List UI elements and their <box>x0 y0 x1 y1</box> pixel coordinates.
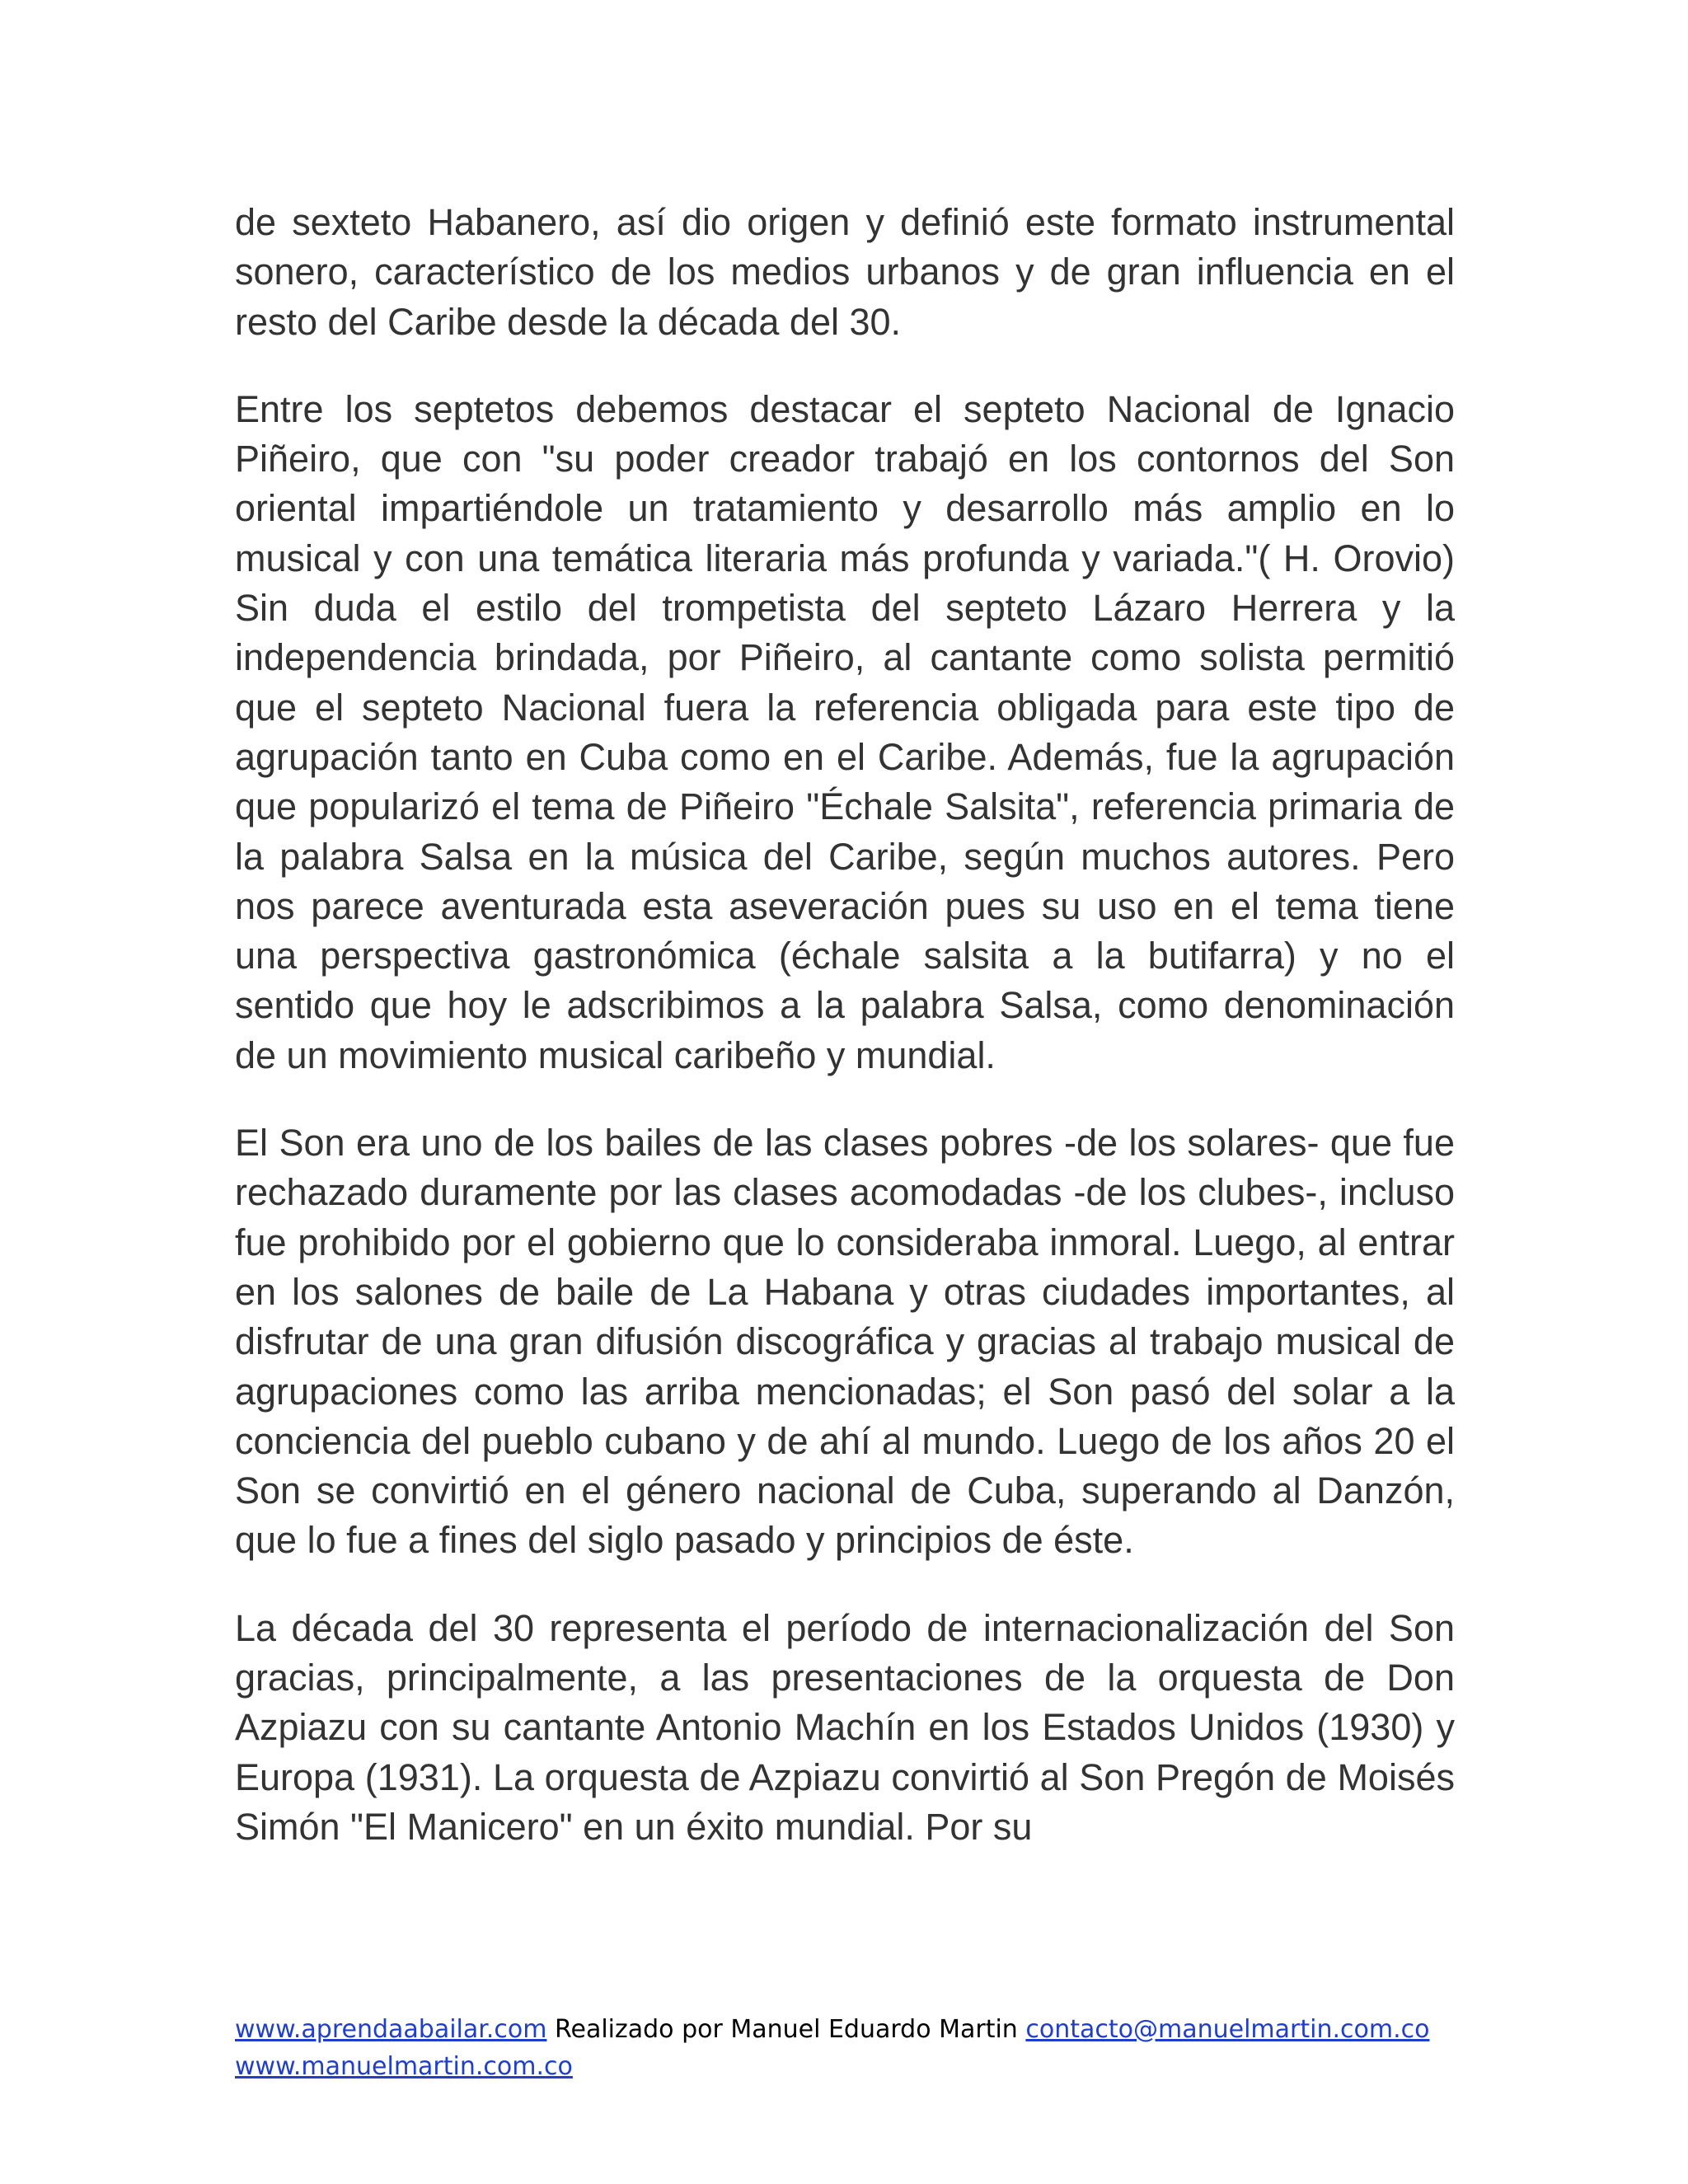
footer-credit: Realizado por Manuel Eduardo Martin <box>555 2015 1018 2044</box>
paragraph-4: La década del 30 representa el período de internacionalización del Son gracias, principalmente, a las presentaciones de la orquesta de Don Azpiazu con su cantante Antonio Machín en los Estados Unidos (1930) y Europa (1931). La orquesta de Azpiazu convirtió al Son Pregón de Moisés Simón "El Manicero" en un éxito mundial. Por su <box>235 1606 1455 1848</box>
aprendaabailar-link[interactable]: www.aprendaabailar.com <box>235 2015 547 2044</box>
contact-email-link[interactable]: contacto@manuelmartin.com.co <box>1025 2015 1430 2044</box>
footer-line-1 <box>235 2011 1471 2048</box>
document-body <box>235 198 1455 1852</box>
page-footer <box>235 2011 1471 2085</box>
paragraph-1: de sexteto Habanero, así dio origen y definió este formato instrumental sonero, característico de los medios urbanos y de gran influencia en el resto del Caribe desde la década del 30. <box>235 201 1455 343</box>
paragraph-2: Entre los septetos debemos destacar el septeto Nacional de Ignacio Piñeiro, que con "su poder creador trabajó en los contornos del Son oriental impartiéndole un tratamiento y desarrollo más amplio en lo musical y con una temática literaria más profunda y variada."( H. Orovio) Sin duda el estilo del trompetista del septeto Lázaro Herrera y la independencia brindada, por Piñeiro, al cantante como solista permitió que el septeto Nacional fuera la referencia obligada para este tipo de agrupación tanto en Cuba como en el Caribe. Además, fue la agrupación que popularizó el tema de Piñeiro "Échale Salsita", referencia primaria de la palabra Salsa en la música del Caribe, según muchos autores. Pero nos parece aventurada esta aseveración pues su uso en el tema tiene una perspectiva gastronómica (échale salsita a la butifarra) y no el sentido que hoy le adscribimos a la palabra Salsa, como denominación de un movimiento musical caribeño y mundial. <box>235 387 1455 1076</box>
footer-line-2 <box>235 2048 1471 2085</box>
manuelmartin-link[interactable]: www.manuelmartin.com.co <box>235 2052 573 2081</box>
paragraph-3: El Son era uno de los bailes de las clases pobres -de los solares- que fue rechazado duramente por las clases acomodadas -de los clubes-, incluso fue prohibido por el gobierno que lo consideraba inmoral. Luego, al entrar en los salones de baile de La Habana y otras ciudades importantes, al disfrutar de una gran difusión discográfica y gracias al trabajo musical de agrupaciones como las arriba mencionadas; el Son pasó del solar a la conciencia del pueblo cubano y de ahí al mundo. Luego de los años 20 el Son se convirtió en el género nacional de Cuba, superando al Danzón, que lo fue a fines del siglo pasado y principios de éste. <box>235 1122 1455 1562</box>
